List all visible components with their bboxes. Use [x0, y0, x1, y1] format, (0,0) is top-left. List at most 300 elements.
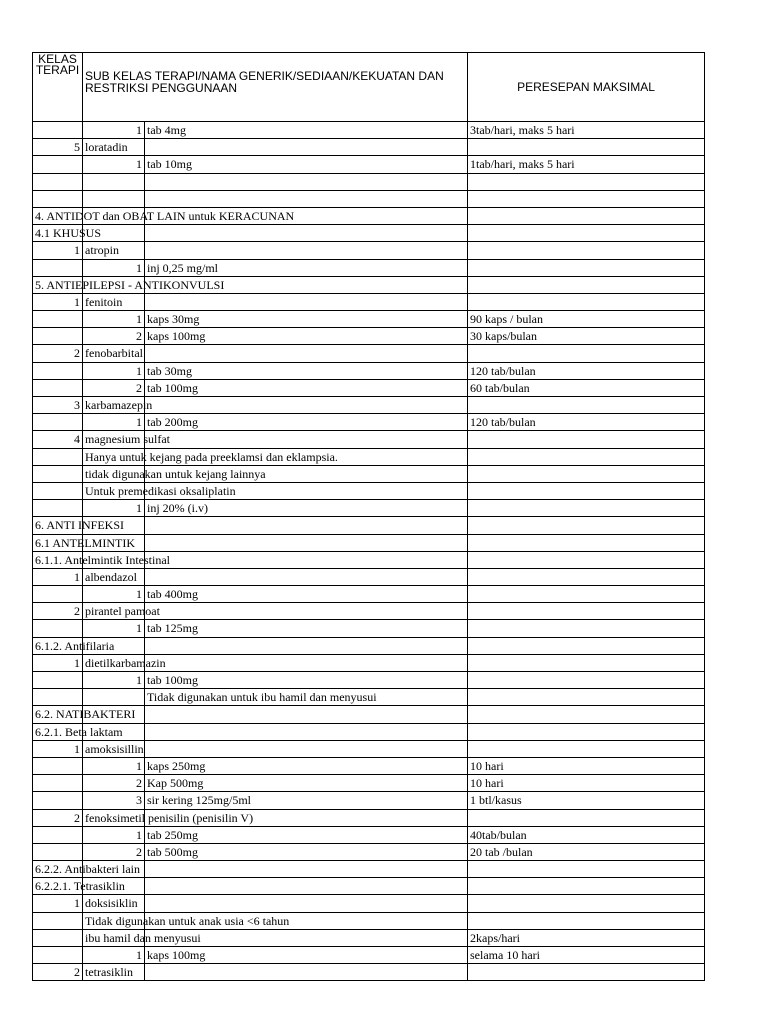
cell-text: 1	[136, 123, 142, 137]
table-cell-a	[33, 672, 83, 689]
table-row	[33, 655, 705, 672]
cell-text: 6.1.1. Antelmintik Intestinal	[35, 552, 170, 567]
table-cell-a	[33, 913, 83, 930]
table-cell-d	[468, 225, 705, 242]
cell-text: 1	[136, 312, 142, 327]
cell-text: 1	[74, 569, 80, 584]
table-cell-a	[33, 775, 83, 792]
table-cell-a	[33, 741, 83, 758]
cell-text: fenobarbital	[85, 346, 143, 361]
cell-text: inj 0,25 mg/ml	[147, 260, 219, 275]
table-cell-d	[468, 810, 705, 827]
table-cell-a	[33, 947, 83, 964]
table-cell-b	[83, 947, 145, 964]
table-cell-b	[83, 895, 145, 912]
table-cell-d	[468, 844, 705, 861]
cell-text: 2	[136, 776, 142, 791]
table-row	[33, 260, 705, 277]
table-cell-d	[468, 191, 705, 208]
table-cell-d	[468, 328, 705, 345]
table-cell-c	[145, 638, 468, 655]
table-cell-c	[145, 500, 468, 517]
table-cell-d	[468, 930, 705, 947]
table-cell-d	[468, 380, 705, 397]
table-cell-b	[83, 174, 145, 191]
cell-text: 2kaps/hari	[470, 930, 520, 945]
table-cell-d	[468, 208, 705, 225]
table-cell-d	[468, 345, 705, 362]
cell-text: 1	[74, 896, 80, 911]
table-cell-b	[83, 363, 145, 380]
table-cell-d	[468, 500, 705, 517]
cell-text: 10 hari	[470, 776, 504, 791]
table-cell-b	[83, 242, 145, 259]
table-cell-c	[145, 380, 468, 397]
table-row	[33, 122, 705, 139]
table-row	[33, 517, 705, 534]
table-row	[33, 930, 705, 947]
table-row	[33, 638, 705, 655]
cell-text: 5. ANTIEPILEPSI - ANTIKONVULSI	[35, 277, 225, 292]
table-row	[33, 345, 705, 362]
table-cell-a	[33, 810, 83, 827]
table-row	[33, 466, 705, 483]
table-cell-d	[468, 689, 705, 706]
cell-text: dietilkarbamazin	[85, 655, 166, 670]
table-cell-d	[468, 724, 705, 741]
cell-text: Untuk premedikasi oksaliplatin	[85, 483, 236, 498]
table-cell-c	[145, 260, 468, 277]
cell-text: 10 hari	[470, 758, 504, 773]
table-cell-c	[145, 964, 468, 981]
cell-text: 1	[136, 948, 142, 962]
table-cell-c	[145, 758, 468, 775]
table-cell-d	[468, 449, 705, 466]
table-cell-c	[145, 122, 468, 139]
table-cell-c	[145, 603, 468, 620]
table-cell-c	[145, 311, 468, 328]
cell-text: tidak digunakan untuk kejang lainnya	[85, 466, 266, 481]
cell-text: fenitoin	[85, 294, 123, 309]
table-cell-c	[145, 328, 468, 345]
cell-text: 1 btl/kasus	[470, 793, 522, 808]
table-cell-d	[468, 552, 705, 569]
cell-text: 2	[136, 380, 142, 395]
table-cell-b	[83, 827, 145, 844]
table-row	[33, 792, 705, 809]
table-row	[33, 741, 705, 758]
header-peresepan-maksimal	[468, 53, 705, 122]
table-cell-d	[468, 414, 705, 431]
cell-text: Tidak digunakan untuk ibu hamil dan menyusui	[147, 690, 377, 705]
table-cell-d	[468, 706, 705, 723]
table-row	[33, 294, 705, 311]
header-sub-kelas	[83, 53, 468, 122]
table-cell-a	[33, 827, 83, 844]
cell-text: 1	[136, 827, 142, 842]
table-cell-d	[468, 895, 705, 912]
table-cell-d	[468, 878, 705, 895]
table-cell-c	[145, 156, 468, 173]
cell-text: 2	[74, 810, 80, 825]
table-cell-d	[468, 535, 705, 552]
table-cell-a	[33, 449, 83, 466]
table-cell-a	[33, 500, 83, 517]
table-cell-a	[33, 930, 83, 947]
table-cell-a	[33, 620, 83, 637]
table-cell-a	[33, 294, 83, 311]
table-cell-b	[83, 191, 145, 208]
cell-text: 3	[74, 398, 80, 412]
table-cell-d	[468, 861, 705, 878]
cell-text: tab 4mg	[147, 123, 186, 137]
table-cell-a	[33, 689, 83, 706]
table-row	[33, 311, 705, 328]
table-cell-c	[145, 517, 468, 534]
table-cell-a	[33, 895, 83, 912]
cell-text: 1	[74, 655, 80, 670]
table-cell-a	[33, 397, 83, 414]
table-row	[33, 552, 705, 569]
table-row	[33, 706, 705, 723]
table-cell-c	[145, 139, 468, 156]
table-row	[33, 449, 705, 466]
table-row	[33, 431, 705, 448]
table-cell-d	[468, 655, 705, 672]
table-cell-c	[145, 569, 468, 586]
cell-text: kaps 100mg	[147, 948, 206, 962]
cell-text: 2	[74, 965, 80, 980]
table-cell-a	[33, 191, 83, 208]
table-cell-b	[83, 620, 145, 637]
table-cell-d	[468, 758, 705, 775]
table-cell-c	[145, 552, 468, 569]
table-cell-b	[83, 122, 145, 139]
table-row	[33, 397, 705, 414]
table-cell-b	[83, 964, 145, 981]
cell-text: 60 tab/bulan	[470, 380, 530, 395]
table-cell-c	[145, 655, 468, 672]
table-cell-b	[83, 586, 145, 603]
table-cell-b	[83, 930, 201, 947]
table-cell-a	[33, 638, 115, 655]
table-cell-b	[83, 844, 145, 861]
table-cell-c	[145, 294, 468, 311]
table-row	[33, 810, 705, 827]
cell-text: 1tab/hari, maks 5 hari	[470, 157, 575, 172]
table-cell-c	[145, 620, 468, 637]
table-cell-a	[33, 277, 225, 294]
cell-text: Kap 500mg	[147, 776, 204, 791]
table-cell-a	[33, 535, 135, 552]
table-cell-c	[145, 535, 468, 552]
table-cell-d	[468, 603, 705, 620]
table-cell-d	[468, 672, 705, 689]
cell-text: 6.2. NATIBAKTERI	[35, 707, 136, 722]
cell-text: tab 30mg	[147, 363, 192, 378]
cell-text: 1	[136, 157, 142, 172]
table-cell-b	[83, 483, 236, 500]
table-cell-b	[83, 328, 145, 345]
table-cell-c	[145, 844, 468, 861]
cell-text: kaps 250mg	[147, 758, 206, 773]
table-row	[33, 603, 705, 620]
table-row	[33, 363, 705, 380]
cell-text: tab 10mg	[147, 157, 192, 172]
table-row	[33, 535, 705, 552]
cell-text: 1	[136, 415, 142, 430]
table-cell-a	[33, 569, 83, 586]
table-cell-c	[145, 827, 468, 844]
table-cell-d	[468, 242, 705, 259]
table-cell-b	[83, 569, 145, 586]
cell-text: 20 tab /bulan	[470, 844, 533, 859]
table-cell-d	[468, 277, 705, 294]
cell-text: magnesium sulfat	[85, 432, 170, 447]
table-row	[33, 620, 705, 637]
table-row	[33, 483, 705, 500]
cell-text: 2	[74, 604, 80, 619]
cell-text: 3	[136, 793, 142, 808]
table-cell-b	[83, 311, 145, 328]
table-cell-b	[83, 741, 145, 758]
cell-text: tab 250mg	[147, 827, 198, 842]
table-cell-c	[145, 397, 468, 414]
table-cell-d	[468, 792, 705, 809]
cell-text: 1	[136, 363, 142, 378]
cell-text: tab 100mg	[147, 380, 198, 395]
table-row	[33, 878, 705, 895]
cell-text: kaps 30mg	[147, 312, 200, 327]
cell-text: 120 tab/bulan	[470, 363, 536, 378]
table-row	[33, 277, 705, 294]
cell-text: tab 125mg	[147, 621, 198, 636]
cell-text: 1	[74, 243, 80, 258]
table-row	[33, 191, 705, 208]
cell-text: 30 kaps/bulan	[470, 329, 537, 344]
header-kelas-terapi	[33, 53, 83, 122]
table-cell-a	[33, 706, 136, 723]
table-cell-c	[145, 895, 468, 912]
table-cell-d	[468, 827, 705, 844]
table-cell-b	[83, 603, 160, 620]
table-cell-a	[33, 242, 83, 259]
cell-text: tab 100mg	[147, 673, 198, 687]
table-row	[33, 569, 705, 586]
cell-text: Hanya untuk kejang pada preeklamsi dan eklampsia.	[85, 449, 338, 464]
table-row	[33, 895, 705, 912]
table-row	[33, 208, 705, 225]
table-cell-d	[468, 586, 705, 603]
table-cell-a	[33, 363, 83, 380]
cell-text: doksisiklin	[85, 896, 138, 911]
formulary-table	[32, 52, 705, 981]
table-row	[33, 225, 705, 242]
table-cell-a	[33, 328, 83, 345]
table-cell-a	[33, 466, 83, 483]
table-cell-d	[468, 569, 705, 586]
table-cell-b	[83, 449, 338, 466]
table-cell-b	[83, 792, 145, 809]
table-cell-c	[145, 225, 468, 242]
cell-text: tab 200mg	[147, 415, 198, 430]
cell-text: 4	[74, 432, 80, 447]
cell-text: sir kering 125mg/5ml	[147, 793, 251, 808]
table-cell-d	[468, 397, 705, 414]
table-cell-b	[83, 345, 145, 362]
cell-text: ibu hamil dan menyusui	[85, 930, 201, 945]
table-cell-a	[33, 345, 83, 362]
cell-text: fenoksimetil penisilin (penisilin V)	[85, 810, 254, 825]
cell-text: 1	[74, 294, 80, 309]
cell-text: karbamazepin	[85, 398, 153, 412]
table-cell-d	[468, 466, 705, 483]
cell-text: 90 kaps / bulan	[470, 312, 543, 327]
table-row	[33, 913, 705, 930]
table-cell-d	[468, 964, 705, 981]
table-cell-c	[145, 706, 468, 723]
cell-text: 4.1 KHUSUS	[35, 226, 102, 241]
table-cell-b	[83, 260, 145, 277]
header-peresepan-text: PERESEPAN MAKSIMAL	[517, 80, 655, 94]
header-sub-kelas-text: SUB KELAS TERAPI/NAMA GENERIK/SEDIAAN/KEKUATAN DAN RESTRIKSI PENGGUNAAN	[85, 69, 444, 95]
table-cell-c	[145, 431, 468, 448]
table-cell-a	[33, 380, 83, 397]
table-cell-d	[468, 363, 705, 380]
cell-text: atropin	[85, 243, 119, 258]
table-cell-a	[33, 792, 83, 809]
table-row	[33, 500, 705, 517]
table-cell-d	[468, 913, 705, 930]
table-cell-a	[33, 655, 83, 672]
table-cell-b	[83, 689, 145, 706]
table-cell-b	[83, 156, 145, 173]
table-cell-c	[145, 792, 468, 809]
table-cell-a	[33, 208, 295, 225]
table-row	[33, 586, 705, 603]
table-cell-d	[468, 156, 705, 173]
cell-text: selama 10 hari	[470, 948, 540, 962]
table-row	[33, 861, 705, 878]
table-row	[33, 775, 705, 792]
cell-text: Tidak digunakan untuk anak usia <6 tahun	[85, 913, 290, 928]
cell-text: 2	[74, 346, 80, 361]
cell-text: pirantel pamoat	[85, 604, 160, 619]
table-cell-d	[468, 294, 705, 311]
table-body	[33, 122, 705, 981]
cell-text: 1	[136, 621, 142, 636]
table-cell-c	[145, 242, 468, 259]
table-row	[33, 380, 705, 397]
table-row	[33, 328, 705, 345]
cell-text: 40tab/bulan	[470, 827, 527, 842]
table-row	[33, 689, 705, 706]
table-cell-c	[145, 586, 468, 603]
table-cell-b	[83, 913, 290, 930]
cell-text: 6. ANTI INFEKSI	[35, 518, 124, 533]
table-cell-b	[83, 431, 170, 448]
table-cell-b	[83, 414, 145, 431]
table-cell-b	[83, 380, 145, 397]
table-row	[33, 156, 705, 173]
table-cell-b	[83, 758, 145, 775]
table-cell-c	[145, 174, 468, 191]
table-cell-a	[33, 139, 83, 156]
table-cell-b	[83, 655, 166, 672]
table-cell-a	[33, 156, 83, 173]
table-cell-c	[145, 191, 468, 208]
table-cell-a	[33, 586, 83, 603]
table-cell-d	[468, 741, 705, 758]
cell-text: 2	[136, 844, 142, 859]
table-cell-a	[33, 174, 83, 191]
table-cell-a	[33, 603, 83, 620]
table-cell-c	[145, 363, 468, 380]
table-row	[33, 758, 705, 775]
cell-text: tab 500mg	[147, 844, 198, 859]
table-row	[33, 964, 705, 981]
table-cell-d	[468, 260, 705, 277]
cell-text: 1	[136, 758, 142, 773]
cell-text: amoksisillin	[85, 741, 144, 756]
table-row	[33, 724, 705, 741]
table-cell-b	[83, 139, 145, 156]
table-cell-b	[83, 810, 254, 827]
table-cell-a	[33, 122, 83, 139]
cell-text: 120 tab/bulan	[470, 415, 536, 430]
table-row	[33, 242, 705, 259]
table-cell-a	[33, 414, 83, 431]
table-cell-a	[33, 964, 83, 981]
cell-text: 1	[74, 741, 80, 756]
cell-text: 3tab/hari, maks 5 hari	[470, 123, 575, 137]
table-cell-d	[468, 122, 705, 139]
table-row	[33, 672, 705, 689]
table-row	[33, 174, 705, 191]
table-cell-b	[83, 500, 145, 517]
table-cell-c	[145, 672, 468, 689]
table-cell-a	[33, 517, 124, 534]
cell-text: albendazol	[85, 569, 137, 584]
table-cell-a	[33, 552, 170, 569]
table-cell-b	[83, 775, 145, 792]
table-cell-b	[83, 294, 145, 311]
cell-text: 6.2.2.1. Tetrasiklin	[35, 879, 125, 894]
table-cell-b	[83, 672, 145, 689]
cell-text: 1	[136, 673, 142, 687]
table-row	[33, 414, 705, 431]
table-row	[33, 947, 705, 964]
cell-text: 5	[74, 140, 80, 155]
table-cell-c	[145, 947, 468, 964]
table-cell-d	[468, 139, 705, 156]
table-cell-a	[33, 724, 123, 741]
table-row	[33, 139, 705, 156]
header-kelas-terapi-text: KELAS TERAPI	[35, 52, 80, 77]
table-cell-d	[468, 483, 705, 500]
cell-text: 6.2.1. Beta laktam	[35, 724, 123, 739]
table-cell-c	[145, 414, 468, 431]
table-cell-a	[33, 483, 83, 500]
cell-text: loratadin	[85, 140, 128, 155]
table-row	[33, 844, 705, 861]
cell-text: 6.2.2. Antibakteri lain	[35, 862, 140, 877]
table-cell-c	[145, 775, 468, 792]
table-cell-b	[83, 397, 153, 414]
table-cell-d	[468, 638, 705, 655]
table-cell-a	[33, 878, 125, 895]
table-cell-a	[33, 844, 83, 861]
